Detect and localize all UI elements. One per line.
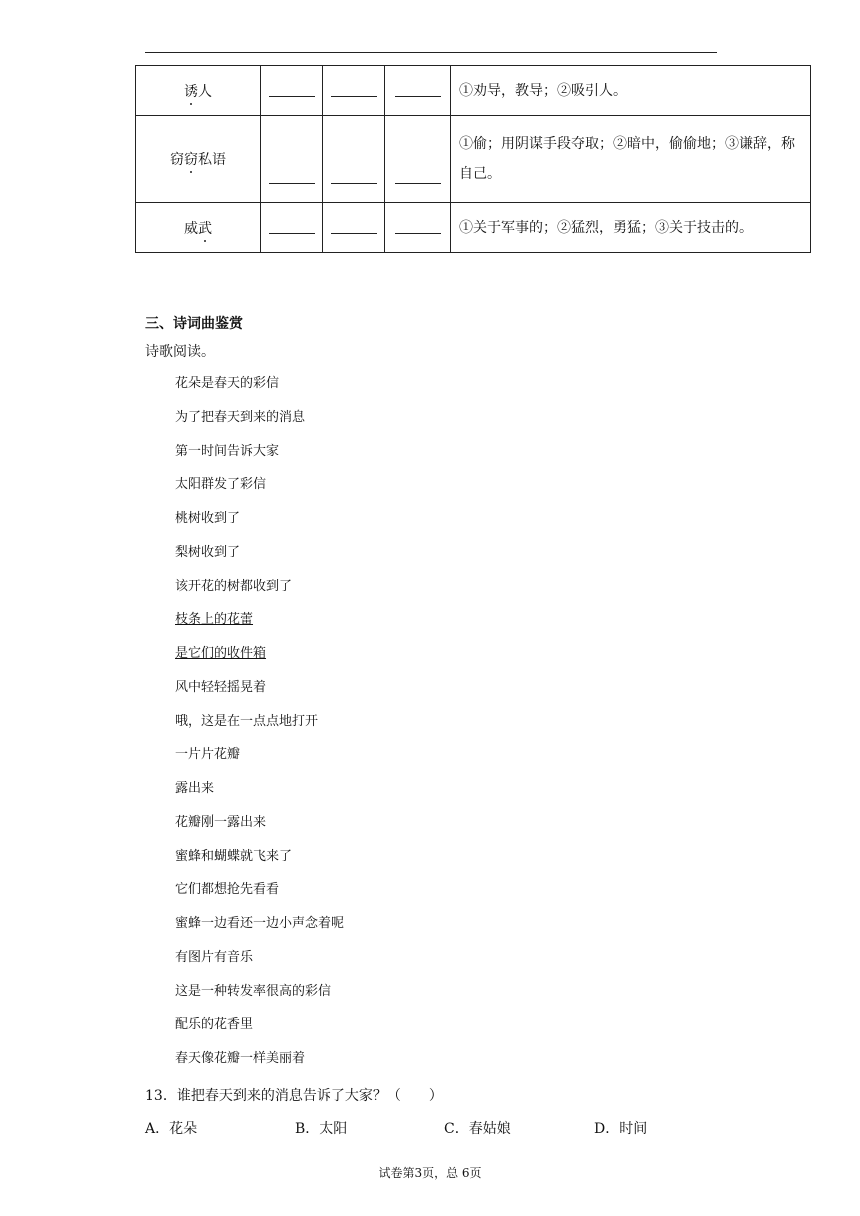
vocab-word: 威武	[136, 203, 261, 253]
poem-line: 第一时间告诉大家	[175, 443, 280, 459]
header-rule	[145, 52, 717, 53]
poem-line: 有图片有音乐	[175, 949, 254, 965]
vocab-word: 诱人	[136, 66, 261, 116]
answer-blank[interactable]	[323, 66, 385, 116]
poem-line: 太阳群发了彩信	[175, 477, 267, 493]
answer-blank[interactable]	[261, 66, 323, 116]
answer-blank[interactable]	[385, 66, 451, 116]
poem-line: 哦，这是在一点点地打开	[175, 713, 319, 729]
answer-blank[interactable]	[261, 203, 323, 253]
poem-line: 为了把春天到来的消息	[175, 409, 306, 425]
poem-line: 露出来	[175, 781, 215, 796]
answer-blank[interactable]	[323, 203, 385, 253]
poem-line: 枝条上的花蕾	[175, 612, 254, 628]
poem-line: 蜜蜂一边看还一边小声念着呢	[175, 916, 345, 931]
poem	[175, 374, 344, 1083]
blank-line	[331, 182, 377, 184]
answer-blank[interactable]	[323, 116, 385, 203]
poem-line: 梨树收到了	[175, 544, 241, 560]
answer-blank[interactable]	[261, 116, 323, 203]
poem-line: 是它们的收件箱	[175, 646, 267, 661]
vocab-row	[136, 203, 811, 253]
vocab-meaning: ①劝导，教导；②吸引人。	[451, 66, 811, 116]
blank-line	[395, 232, 441, 234]
poem-line: 花朵是春天的彩信	[175, 376, 280, 391]
poem-line: 这是一种转发率很高的彩信	[175, 983, 332, 999]
answer-blank[interactable]	[385, 203, 451, 253]
emphasis-dot-char: 武	[198, 218, 212, 238]
option-d[interactable]: D．时间	[594, 1121, 648, 1137]
section-instruction: 诗歌阅读。	[145, 344, 215, 360]
vocab-meaning: ①偷；用阴谋手段夺取；②暗中，偷偷地；③谦辞，称自己。	[451, 116, 811, 203]
poem-line: 该开花的树都收到了	[175, 578, 293, 594]
emphasis-dot-char: 诱	[184, 81, 198, 101]
option-b[interactable]: B．太阳	[295, 1121, 348, 1137]
vocab-table	[135, 65, 811, 253]
poem-line: 花瓣刚一露出来	[175, 814, 267, 830]
poem-line: 配乐的花香里	[175, 1017, 254, 1033]
vocab-meaning: ①关于军事的；②猛烈，勇猛；③关于技击的。	[451, 203, 811, 253]
vocab-row	[136, 66, 811, 116]
poem-line: 它们都想抢先看看	[175, 882, 280, 898]
blank-line	[395, 182, 441, 184]
page-footer: 试卷第3页，总 6页	[378, 1166, 482, 1180]
blank-line	[395, 95, 441, 97]
option-c[interactable]: C．春姑娘	[444, 1121, 511, 1137]
blank-line	[331, 232, 377, 234]
question-13: 13．谁把春天到来的消息告诉了大家？（ ）	[145, 1088, 443, 1104]
blank-line	[269, 182, 315, 184]
vocab-word: 窃窃私语	[136, 116, 261, 203]
poem-line: 风中轻轻摇晃着	[175, 679, 267, 695]
poem-line: 桃树收到了	[175, 511, 241, 526]
answer-blank[interactable]	[385, 116, 451, 203]
poem-line: 蜜蜂和蝴蝶就飞来了	[175, 848, 293, 864]
poem-line: 一片片花瓣	[175, 747, 241, 763]
section-title: 三、诗词曲鉴赏	[145, 316, 243, 332]
blank-line	[269, 95, 315, 97]
emphasis-dot-char: 窃	[184, 149, 198, 169]
blank-line	[331, 95, 377, 97]
vocab-row	[136, 116, 811, 203]
blank-line	[269, 232, 315, 234]
poem-line: 春天像花瓣一样美丽着	[175, 1051, 306, 1066]
option-a[interactable]: A．花朵	[145, 1121, 198, 1137]
